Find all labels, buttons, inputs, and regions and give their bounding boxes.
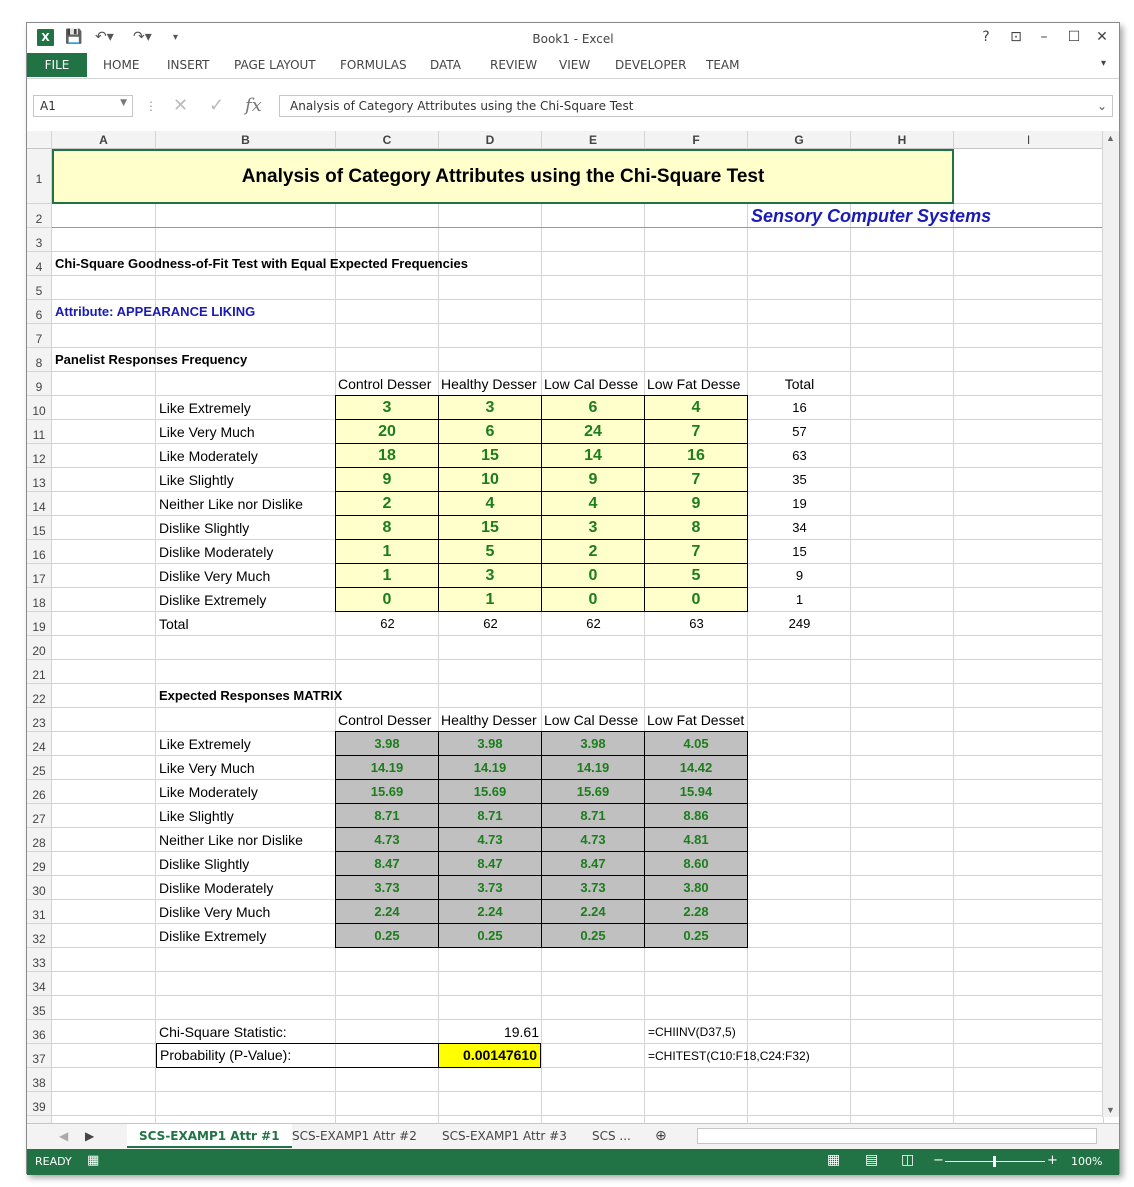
expected-value-cell[interactable]: 3.73 xyxy=(438,875,542,900)
gridline xyxy=(155,149,156,1140)
row-header[interactable]: 28 xyxy=(27,828,52,852)
column-total-cell[interactable]: 62 xyxy=(586,616,601,631)
column-header[interactable]: D xyxy=(439,131,542,149)
expected-value-cell[interactable]: 4.81 xyxy=(644,827,748,852)
gridline xyxy=(335,149,336,1140)
ribbon-tabs xyxy=(27,53,1119,79)
frequency-cell[interactable]: 0 xyxy=(335,587,439,612)
formula-input[interactable]: Analysis of Category Attributes using the Chi-Square Test xyxy=(279,95,1113,117)
category-label-cell[interactable]: Neither Like nor Dislike xyxy=(159,496,303,512)
name-box-value: A1 xyxy=(40,99,56,113)
frequency-cell[interactable]: 15 xyxy=(438,443,542,468)
frequency-cell[interactable]: 20 xyxy=(335,419,439,444)
category-label-cell[interactable]: Dislike Moderately xyxy=(159,880,274,896)
expected-header-cell[interactable]: Healthy Desser xyxy=(441,712,537,728)
column-total-cell[interactable]: 63 xyxy=(689,616,704,631)
column-total-cell[interactable]: 62 xyxy=(483,616,498,631)
frequency-cell[interactable]: 7 xyxy=(644,467,748,492)
undo-icon[interactable]: ↶▾ xyxy=(95,29,114,45)
column-header[interactable]: C xyxy=(336,131,439,149)
row-total-cell[interactable]: 34 xyxy=(792,520,807,535)
product-header-cell[interactable]: Low Fat Desse xyxy=(647,376,741,392)
select-all-corner[interactable] xyxy=(27,131,52,149)
gridline xyxy=(644,149,645,1140)
new-sheet-icon[interactable]: ⊕ xyxy=(655,1128,667,1144)
formula-bar xyxy=(27,93,1119,123)
frequency-cell[interactable]: 2 xyxy=(335,491,439,516)
frequency-cell[interactable]: 3 xyxy=(335,395,439,420)
expected-value-cell[interactable]: 3.73 xyxy=(541,875,645,900)
window-title: Book1 - Excel xyxy=(532,32,614,46)
frequency-cell[interactable]: 0 xyxy=(541,563,645,588)
row-header[interactable]: 29 xyxy=(27,852,52,876)
expected-value-cell[interactable]: 4.73 xyxy=(541,827,645,852)
row-header[interactable]: 1 xyxy=(27,149,52,204)
tab-formulas[interactable]: FORMULAS xyxy=(340,58,407,72)
category-label-cell[interactable]: Like Very Much xyxy=(159,424,255,440)
expected-value-cell[interactable]: 3.98 xyxy=(438,731,542,756)
category-label-cell[interactable]: Like Slightly xyxy=(159,472,234,488)
gridline xyxy=(52,971,1104,972)
frequency-cell[interactable]: 3 xyxy=(541,515,645,540)
row-header[interactable]: 10 xyxy=(27,396,52,420)
expected-value-cell[interactable]: 0.25 xyxy=(644,923,748,948)
frequency-cell[interactable]: 6 xyxy=(541,395,645,420)
tab-insert[interactable]: INSERT xyxy=(167,58,210,72)
company-name-cell[interactable]: Sensory Computer Systems xyxy=(751,206,992,226)
expected-value-cell[interactable]: 8.71 xyxy=(335,803,439,828)
total-header-cell[interactable]: Total xyxy=(784,376,815,392)
row-total-cell[interactable]: 35 xyxy=(792,472,807,487)
frequency-cell[interactable]: 16 xyxy=(644,443,748,468)
row-total-cell[interactable]: 1 xyxy=(795,592,804,607)
expected-value-cell[interactable]: 8.47 xyxy=(438,851,542,876)
row-header[interactable]: 18 xyxy=(27,588,52,612)
p-formula-cell[interactable]: =CHITEST(C10:F18,C24:F32) xyxy=(648,1049,810,1063)
frequency-cell[interactable]: 18 xyxy=(335,443,439,468)
gridline xyxy=(51,149,52,1140)
sheet-title-cell[interactable]: Analysis of Category Attributes using the Chi-Square Test xyxy=(52,149,954,204)
row-header[interactable]: 31 xyxy=(27,900,52,924)
category-label-cell[interactable]: Dislike Very Much xyxy=(159,904,271,920)
expected-title-cell[interactable]: Expected Responses MATRIX xyxy=(159,688,343,703)
expected-value-cell[interactable]: 2.24 xyxy=(438,899,542,924)
frequency-cell[interactable]: 4 xyxy=(438,491,542,516)
scroll-tabs-right-icon[interactable]: ▶ xyxy=(85,1129,95,1143)
page-layout-view-icon[interactable]: ▤ xyxy=(865,1152,879,1168)
horizontal-scrollbar[interactable] xyxy=(697,1128,1097,1144)
frequency-cell[interactable]: 8 xyxy=(335,515,439,540)
tab-data[interactable]: DATA xyxy=(430,58,461,72)
row-header[interactable]: 17 xyxy=(27,564,52,588)
gridline xyxy=(747,149,748,1140)
help-button[interactable]: ? xyxy=(982,29,990,45)
ribbon-collapse-icon[interactable]: ▾ xyxy=(1101,58,1107,69)
expected-value-cell[interactable]: 15.69 xyxy=(541,779,645,804)
expected-value-cell[interactable]: 2.28 xyxy=(644,899,748,924)
expected-value-cell[interactable]: 14.19 xyxy=(335,755,439,780)
row-header[interactable]: 32 xyxy=(27,924,52,948)
zoom-in-icon[interactable]: + xyxy=(1047,1153,1058,1168)
frequency-cell[interactable]: 14 xyxy=(541,443,645,468)
row-header[interactable]: 23 xyxy=(27,708,52,732)
expected-value-cell[interactable]: 8.47 xyxy=(541,851,645,876)
tab-page-layout[interactable]: PAGE LAYOUT xyxy=(234,58,316,72)
excel-window xyxy=(26,22,1120,1174)
row-header[interactable]: 7 xyxy=(27,324,52,348)
expected-value-cell[interactable]: 3.80 xyxy=(644,875,748,900)
chi-value-cell[interactable]: 19.61 xyxy=(503,1024,539,1040)
zoom-slider-thumb[interactable] xyxy=(993,1156,996,1167)
save-icon[interactable]: 💾 xyxy=(65,29,83,45)
frequency-cell[interactable]: 2 xyxy=(541,539,645,564)
ribbon-display-options-icon[interactable]: ⊡ xyxy=(1010,29,1022,45)
expected-value-cell[interactable]: 14.19 xyxy=(438,755,542,780)
expected-value-cell[interactable]: 4.73 xyxy=(335,827,439,852)
row-header[interactable]: 20 xyxy=(27,636,52,660)
frequency-cell[interactable]: 1 xyxy=(335,563,439,588)
attribute-cell[interactable]: Attribute: APPEARANCE LIKING xyxy=(55,304,256,319)
column-header[interactable]: E xyxy=(542,131,645,149)
normal-view-icon[interactable]: ▦ xyxy=(827,1152,841,1168)
column-header[interactable]: F xyxy=(645,131,748,149)
frequency-cell[interactable]: 5 xyxy=(644,563,748,588)
row-header[interactable]: 11 xyxy=(27,420,52,444)
row-header[interactable]: 37 xyxy=(27,1044,52,1068)
column-headers xyxy=(27,131,1103,149)
category-label-cell[interactable]: Dislike Very Much xyxy=(159,568,271,584)
expected-value-cell[interactable]: 0.25 xyxy=(335,923,439,948)
row-header[interactable]: 27 xyxy=(27,804,52,828)
row-header[interactable]: 38 xyxy=(27,1068,52,1092)
row-header[interactable]: 6 xyxy=(27,300,52,324)
frequency-cell[interactable]: 4 xyxy=(644,395,748,420)
expand-formula-bar-icon[interactable]: ⌄ xyxy=(1097,99,1108,113)
expected-value-cell[interactable]: 4.73 xyxy=(438,827,542,852)
row-header[interactable]: 15 xyxy=(27,516,52,540)
insert-function-icon[interactable]: fx xyxy=(245,95,262,116)
minimize-button[interactable]: – xyxy=(1040,29,1048,45)
macro-record-icon[interactable]: ▦ xyxy=(87,1153,100,1168)
row-header[interactable]: 26 xyxy=(27,780,52,804)
chi-formula-cell[interactable]: =CHIINV(D37,5) xyxy=(648,1025,736,1039)
row-header[interactable]: 39 xyxy=(27,1092,52,1116)
row-header[interactable]: 8 xyxy=(27,348,52,372)
row-header[interactable]: 14 xyxy=(27,492,52,516)
column-header[interactable]: A xyxy=(52,131,156,149)
vertical-scrollbar[interactable] xyxy=(1102,131,1119,1117)
freq-title-cell[interactable]: Panelist Responses Frequency xyxy=(55,352,248,367)
expected-value-cell[interactable]: 14.19 xyxy=(541,755,645,780)
tab-file[interactable]: FILE xyxy=(27,53,87,77)
frequency-cell[interactable]: 3 xyxy=(438,395,542,420)
expected-value-cell[interactable]: 14.42 xyxy=(644,755,748,780)
expected-value-cell[interactable]: 4.05 xyxy=(644,731,748,756)
gridline xyxy=(52,1091,1104,1092)
sheet-tab-bar xyxy=(27,1123,1119,1149)
section-title-cell[interactable]: Chi-Square Goodness-of-Fit Test with Equal Expected Frequencies xyxy=(55,256,468,271)
row-total-cell[interactable]: 19 xyxy=(792,496,807,511)
frequency-cell[interactable]: 6 xyxy=(438,419,542,444)
row-header[interactable]: 25 xyxy=(27,756,52,780)
product-header-cell[interactable]: Control Desser xyxy=(338,376,432,392)
name-box[interactable] xyxy=(33,95,133,117)
frequency-cell[interactable]: 9 xyxy=(335,467,439,492)
row-header[interactable]: 9 xyxy=(27,372,52,396)
category-label-cell[interactable]: Like Extremely xyxy=(159,400,251,416)
maximize-button[interactable]: ☐ xyxy=(1067,29,1081,45)
category-label-cell[interactable]: Dislike Slightly xyxy=(159,856,250,872)
zoom-out-icon[interactable]: − xyxy=(933,1153,944,1168)
tab-review[interactable]: REVIEW xyxy=(490,58,538,72)
enter-icon[interactable]: ✓ xyxy=(209,95,225,115)
status-ready: READY xyxy=(35,1155,72,1168)
category-label-cell[interactable]: Like Very Much xyxy=(159,760,255,776)
tab-home[interactable]: HOME xyxy=(103,58,140,72)
row-header[interactable]: 12 xyxy=(27,444,52,468)
row-header[interactable]: 22 xyxy=(27,684,52,708)
zoom-level[interactable]: 100% xyxy=(1071,1155,1103,1168)
frequency-cell[interactable]: 1 xyxy=(335,539,439,564)
p-value-cell[interactable]: 0.00147610 xyxy=(438,1043,541,1068)
expected-value-cell[interactable]: 2.24 xyxy=(335,899,439,924)
category-label-cell[interactable]: Dislike Slightly xyxy=(159,520,250,536)
frequency-cell[interactable]: 5 xyxy=(438,539,542,564)
frequency-cell[interactable]: 24 xyxy=(541,419,645,444)
status-bar xyxy=(27,1149,1119,1175)
scroll-up-icon[interactable]: ▲ xyxy=(1106,133,1115,143)
row-header[interactable]: 33 xyxy=(27,948,52,972)
frequency-cell[interactable]: 8 xyxy=(644,515,748,540)
row-header[interactable]: 5 xyxy=(27,276,52,300)
row-header[interactable]: 36 xyxy=(27,1020,52,1044)
column-header[interactable]: G xyxy=(748,131,851,149)
expected-value-cell[interactable]: 8.71 xyxy=(541,803,645,828)
gridline xyxy=(52,995,1104,996)
gridline xyxy=(850,149,851,1140)
gridline xyxy=(541,149,542,1140)
more-icon: ⋮ xyxy=(145,99,157,113)
scroll-down-icon[interactable]: ▼ xyxy=(1106,1105,1115,1115)
gridline xyxy=(953,149,954,1140)
scroll-tabs-left-icon[interactable]: ◀ xyxy=(59,1129,69,1143)
chi-label-cell[interactable]: Chi-Square Statistic: xyxy=(159,1024,287,1040)
sheet-tab-attr3[interactable]: SCS-EXAMP1 Attr #3 xyxy=(442,1129,567,1143)
column-header[interactable]: H xyxy=(851,131,954,149)
tab-developer[interactable]: DEVELOPER xyxy=(615,58,687,72)
category-label-cell[interactable]: Like Extremely xyxy=(159,736,251,752)
expected-value-cell[interactable]: 0.25 xyxy=(438,923,542,948)
frequency-cell[interactable]: 0 xyxy=(644,587,748,612)
total-label-cell[interactable]: Total xyxy=(159,616,189,632)
row-header[interactable]: 13 xyxy=(27,468,52,492)
category-label-cell[interactable]: Like Slightly xyxy=(159,808,234,824)
close-button[interactable]: ✕ xyxy=(1096,29,1108,45)
expected-header-cell[interactable]: Control Desser xyxy=(338,712,432,728)
frequency-cell[interactable]: 4 xyxy=(541,491,645,516)
category-label-cell[interactable]: Like Moderately xyxy=(159,784,258,800)
category-label-cell[interactable]: Dislike Moderately xyxy=(159,544,274,560)
gridline xyxy=(438,149,439,1140)
column-header[interactable]: B xyxy=(156,131,336,149)
tab-team[interactable]: TEAM xyxy=(706,58,740,72)
row-total-cell[interactable]: 63 xyxy=(792,448,807,463)
expected-value-cell[interactable]: 8.47 xyxy=(335,851,439,876)
frequency-cell[interactable]: 0 xyxy=(541,587,645,612)
frequency-cell[interactable]: 9 xyxy=(541,467,645,492)
category-label-cell[interactable]: Like Moderately xyxy=(159,448,258,464)
row-header[interactable]: 24 xyxy=(27,732,52,756)
row-header[interactable]: 21 xyxy=(27,660,52,684)
category-label-cell[interactable]: Dislike Extremely xyxy=(159,928,267,944)
product-header-cell[interactable]: Low Cal Desse xyxy=(544,376,639,392)
category-label-cell[interactable]: Neither Like nor Dislike xyxy=(159,832,303,848)
row-header[interactable]: 34 xyxy=(27,972,52,996)
p-label-cell[interactable]: Probability (P-Value): xyxy=(156,1043,439,1068)
row-total-cell[interactable]: 9 xyxy=(795,568,804,583)
chevron-down-icon[interactable]: ▼ xyxy=(120,98,127,108)
expected-value-cell[interactable]: 3.98 xyxy=(541,731,645,756)
redo-icon[interactable]: ↷▾ xyxy=(133,29,152,45)
expected-value-cell[interactable]: 15.69 xyxy=(335,779,439,804)
row-header[interactable]: 4 xyxy=(27,252,52,276)
column-total-cell[interactable]: 249 xyxy=(788,616,811,631)
row-total-cell[interactable]: 57 xyxy=(792,424,807,439)
product-header-cell[interactable]: Healthy Desser xyxy=(441,376,537,392)
row-header[interactable]: 2 xyxy=(27,204,52,228)
sheet-tab-attr1[interactable]: SCS-EXAMP1 Attr #1 xyxy=(127,1124,292,1148)
row-total-cell[interactable]: 16 xyxy=(792,400,807,415)
frequency-cell[interactable]: 10 xyxy=(438,467,542,492)
sheet-tab-more[interactable]: SCS ... xyxy=(592,1129,631,1143)
expected-value-cell[interactable]: 8.71 xyxy=(438,803,542,828)
row-header[interactable]: 19 xyxy=(27,612,52,636)
expected-value-cell[interactable]: 0.25 xyxy=(541,923,645,948)
sheet-tab-attr2[interactable]: SCS-EXAMP1 Attr #2 xyxy=(292,1129,417,1143)
expected-value-cell[interactable]: 3.73 xyxy=(335,875,439,900)
column-header[interactable]: I xyxy=(954,131,1104,149)
row-header[interactable]: 3 xyxy=(27,228,52,252)
gridline xyxy=(52,659,1104,660)
expected-header-cell[interactable]: Low Fat Desset xyxy=(647,712,745,728)
cancel-icon[interactable]: ✕ xyxy=(173,95,189,115)
expected-value-cell[interactable]: 3.98 xyxy=(335,731,439,756)
expected-header-cell[interactable]: Low Cal Desse xyxy=(544,712,639,728)
title-bar xyxy=(27,23,1119,53)
tab-view[interactable]: VIEW xyxy=(559,58,591,72)
customize-qat-icon[interactable]: ▾ xyxy=(173,32,179,43)
expected-value-cell[interactable]: 15.94 xyxy=(644,779,748,804)
row-header[interactable]: 35 xyxy=(27,996,52,1020)
gridline xyxy=(52,1115,1104,1116)
category-label-cell[interactable]: Dislike Extremely xyxy=(159,592,267,608)
expected-value-cell[interactable]: 8.86 xyxy=(644,803,748,828)
frequency-cell[interactable]: 1 xyxy=(438,587,542,612)
column-total-cell[interactable]: 62 xyxy=(380,616,395,631)
expected-value-cell[interactable]: 2.24 xyxy=(541,899,645,924)
row-total-cell[interactable]: 15 xyxy=(792,544,807,559)
frequency-cell[interactable]: 7 xyxy=(644,539,748,564)
row-header[interactable]: 30 xyxy=(27,876,52,900)
frequency-cell[interactable]: 9 xyxy=(644,491,748,516)
frequency-cell[interactable]: 3 xyxy=(438,563,542,588)
row-header[interactable]: 16 xyxy=(27,540,52,564)
worksheet-grid[interactable] xyxy=(27,131,1103,1117)
frequency-cell[interactable]: 7 xyxy=(644,419,748,444)
excel-logo-icon: X xyxy=(37,29,54,46)
expected-value-cell[interactable]: 15.69 xyxy=(438,779,542,804)
frequency-cell[interactable]: 15 xyxy=(438,515,542,540)
page-break-view-icon[interactable]: ◫ xyxy=(901,1152,915,1168)
expected-value-cell[interactable]: 8.60 xyxy=(644,851,748,876)
